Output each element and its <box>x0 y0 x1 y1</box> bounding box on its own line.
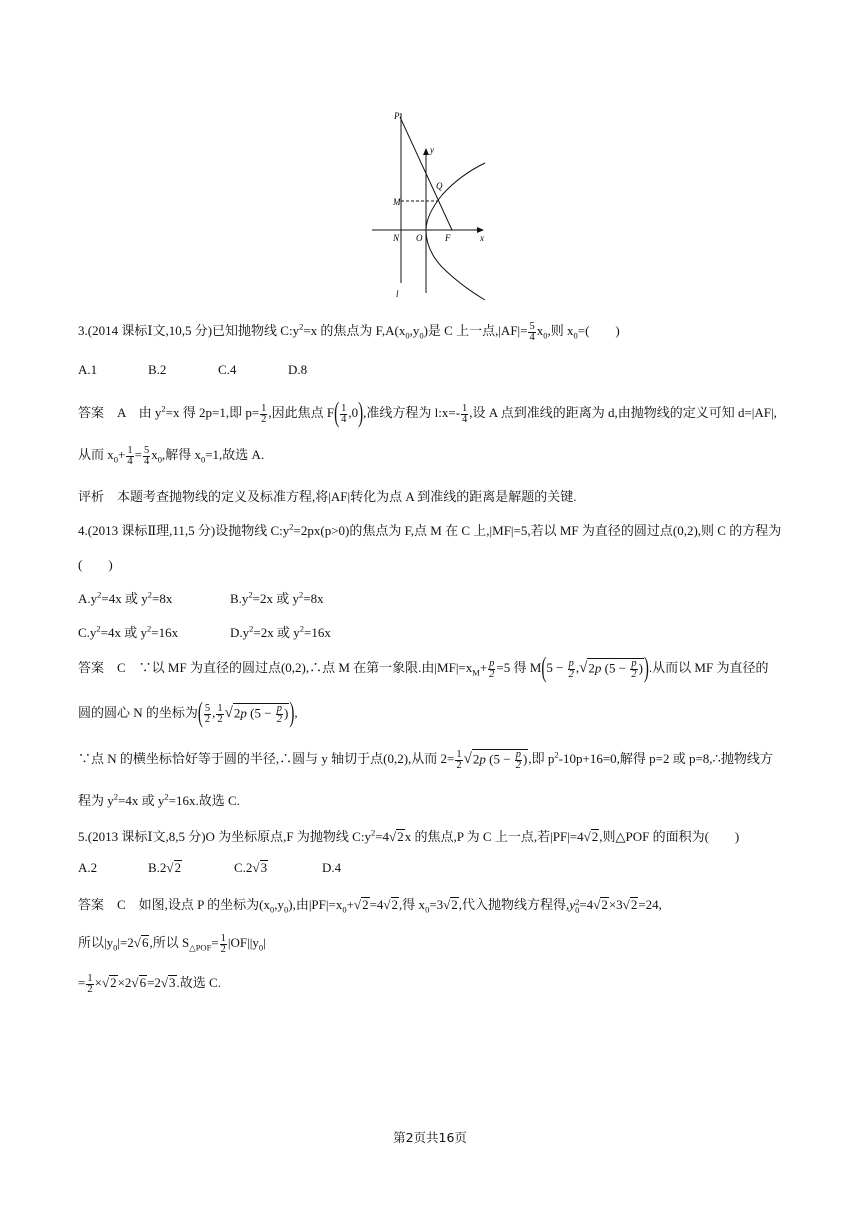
label-o: O <box>416 233 423 243</box>
q5-answer-line3: = $\frac{1}{2}$ ×√2×2√6=2√3.故选 C. <box>78 972 221 995</box>
q3-option-b: B.2 <box>148 362 167 377</box>
q5-option-b: B.2√2 <box>148 860 182 875</box>
q3-options <box>78 362 307 378</box>
q3-fraction: $\frac{5}{4}$ <box>529 320 535 343</box>
q3-option-a: A.1 <box>78 362 98 377</box>
q5-option-d: D.4 <box>322 860 342 875</box>
q4-answer-line3: ∵点 N 的横坐标恰好等于圆的半径,∴圆与 y 轴切于点(0,2),从而 2= $\frac{1}{2}$ √2p (5 − $\frac{p}{2}$ ),即 $p^2-10p+16=0$,解得 p=2 或 p=8,∴抛物线方 <box>78 748 773 771</box>
q4-stem-paren: ( ) <box>78 557 113 572</box>
q5-answer-line2: 所以$|y_0|=2√6$,所以 $S_{\triangle POF}=$ $\frac{1}{2}$ $|OF||y_0|$ <box>78 932 266 955</box>
q3-comment: 评析 本题考查抛物线的定义及标准方程,将|AF|转化为点 A 到准线的距离是解题的关键. <box>78 489 577 504</box>
q3-answer-line1: 答案 A 由 $y^2=x$ 得 2p=1,即 p= $\frac{1}{2}$ ,因此焦点 F( $\frac{1}{4}$ ,0),准线方程为 l:x=- $\frac{1}{4}$ ,设 A 点到准线的距离为 d,由抛物线的定义可知 d=|AF|, <box>78 398 777 430</box>
q4-options-row2 <box>78 622 331 641</box>
q4-stem: 4.(2013 课标Ⅱ理,11,5 分)设抛物线 $C:y^2=2px(p>0)$的焦点为 F,点 M 在 C 上,|MF|=5,若以 MF 为直径的圆过点(0,2),则 C 的方程为 <box>78 521 782 538</box>
label-l: l <box>396 289 399 299</box>
q5-stem: 5.(2013 课标Ⅰ文,8,5 分)O 为坐标原点,F 为抛物线 $C:y^2=4√2x$ 的焦点,P 为 C 上一点,若|PF|=4√2,则△POF 的面积为( ) <box>78 827 740 844</box>
parabola-curve <box>426 163 485 300</box>
label-x: x <box>480 233 484 243</box>
parabola-figure <box>360 105 500 305</box>
label-q: Q <box>436 181 443 191</box>
q4-answer-line2: 圆的圆心 N 的坐标为( $\frac{5}{2}$ , $\frac{1}{2}$ √2p (5 − $\frac{p}{2}$ )), <box>78 698 298 730</box>
q5-option-a: A.2 <box>78 860 98 875</box>
q4-answer-line4: 程为 $y^2=4x$ 或 $y^2=16x$.故选 C. <box>78 791 240 808</box>
q4-option-c: $C.y^2=4x$ 或 $y^2=16x$ <box>78 623 179 640</box>
label-n: N <box>393 233 400 243</box>
q4-option-a: $A.y^2=4x$ 或 $y^2=8x$ <box>78 589 173 606</box>
q3-option-c: C.4 <box>218 362 237 377</box>
q3-option-d: D.8 <box>288 362 308 377</box>
page-footer: 第2页共16页 <box>393 1130 467 1145</box>
q4-options-row1 <box>78 588 324 607</box>
label-f: F <box>445 233 451 243</box>
q3-stem: 3.(2014 课标Ⅰ文,10,5 分)已知抛物线 $C:y^2=x$ 的焦点为 $F,A(x_0,y_0)$是 C 上一点,|AF|= $\frac{5}{4}$ $x_0$,则 $x_0=$( ) <box>78 320 620 343</box>
q5-options <box>78 860 341 876</box>
y-arrow <box>423 148 429 155</box>
label-m: M <box>393 197 401 207</box>
q4-option-b: $B.y^2=2x$ 或 $y^2=8x$ <box>230 589 324 606</box>
q5-option-c: C.2√3 <box>234 860 268 875</box>
q3-answer-line2: 从而 $x_0+$ $\frac{1}{4}$ = $\frac{5}{4}$ $x_0$,解得 $x_0=1$,故选 A. <box>78 444 265 467</box>
q5-answer-line1: 答案 C 如图,设点 P 的坐标为$(x_0,y_0)$,由$|PF|=x_0+√2=4√2$,得 $x_0=3√2$,代入抛物线方程得,y 2 0 =4√2×3√2=24, <box>78 897 662 916</box>
q4-option-d: $D.y^2=2x$ 或 $y^2=16x$ <box>230 623 331 640</box>
label-p: P <box>394 111 400 121</box>
q4-answer-line1: 答案 C ∵以 MF 为直径的圆过点(0,2),∴点 M 在第一象限.由$|MF|=x_M+$ $\frac{p}{2}$ =5 得 M(5 − $\frac{p}{2}$ ,√2p (5 − $\frac{p}{2}$ )).从而以 MF 为直径的 <box>78 653 769 685</box>
label-y: y <box>430 145 434 155</box>
